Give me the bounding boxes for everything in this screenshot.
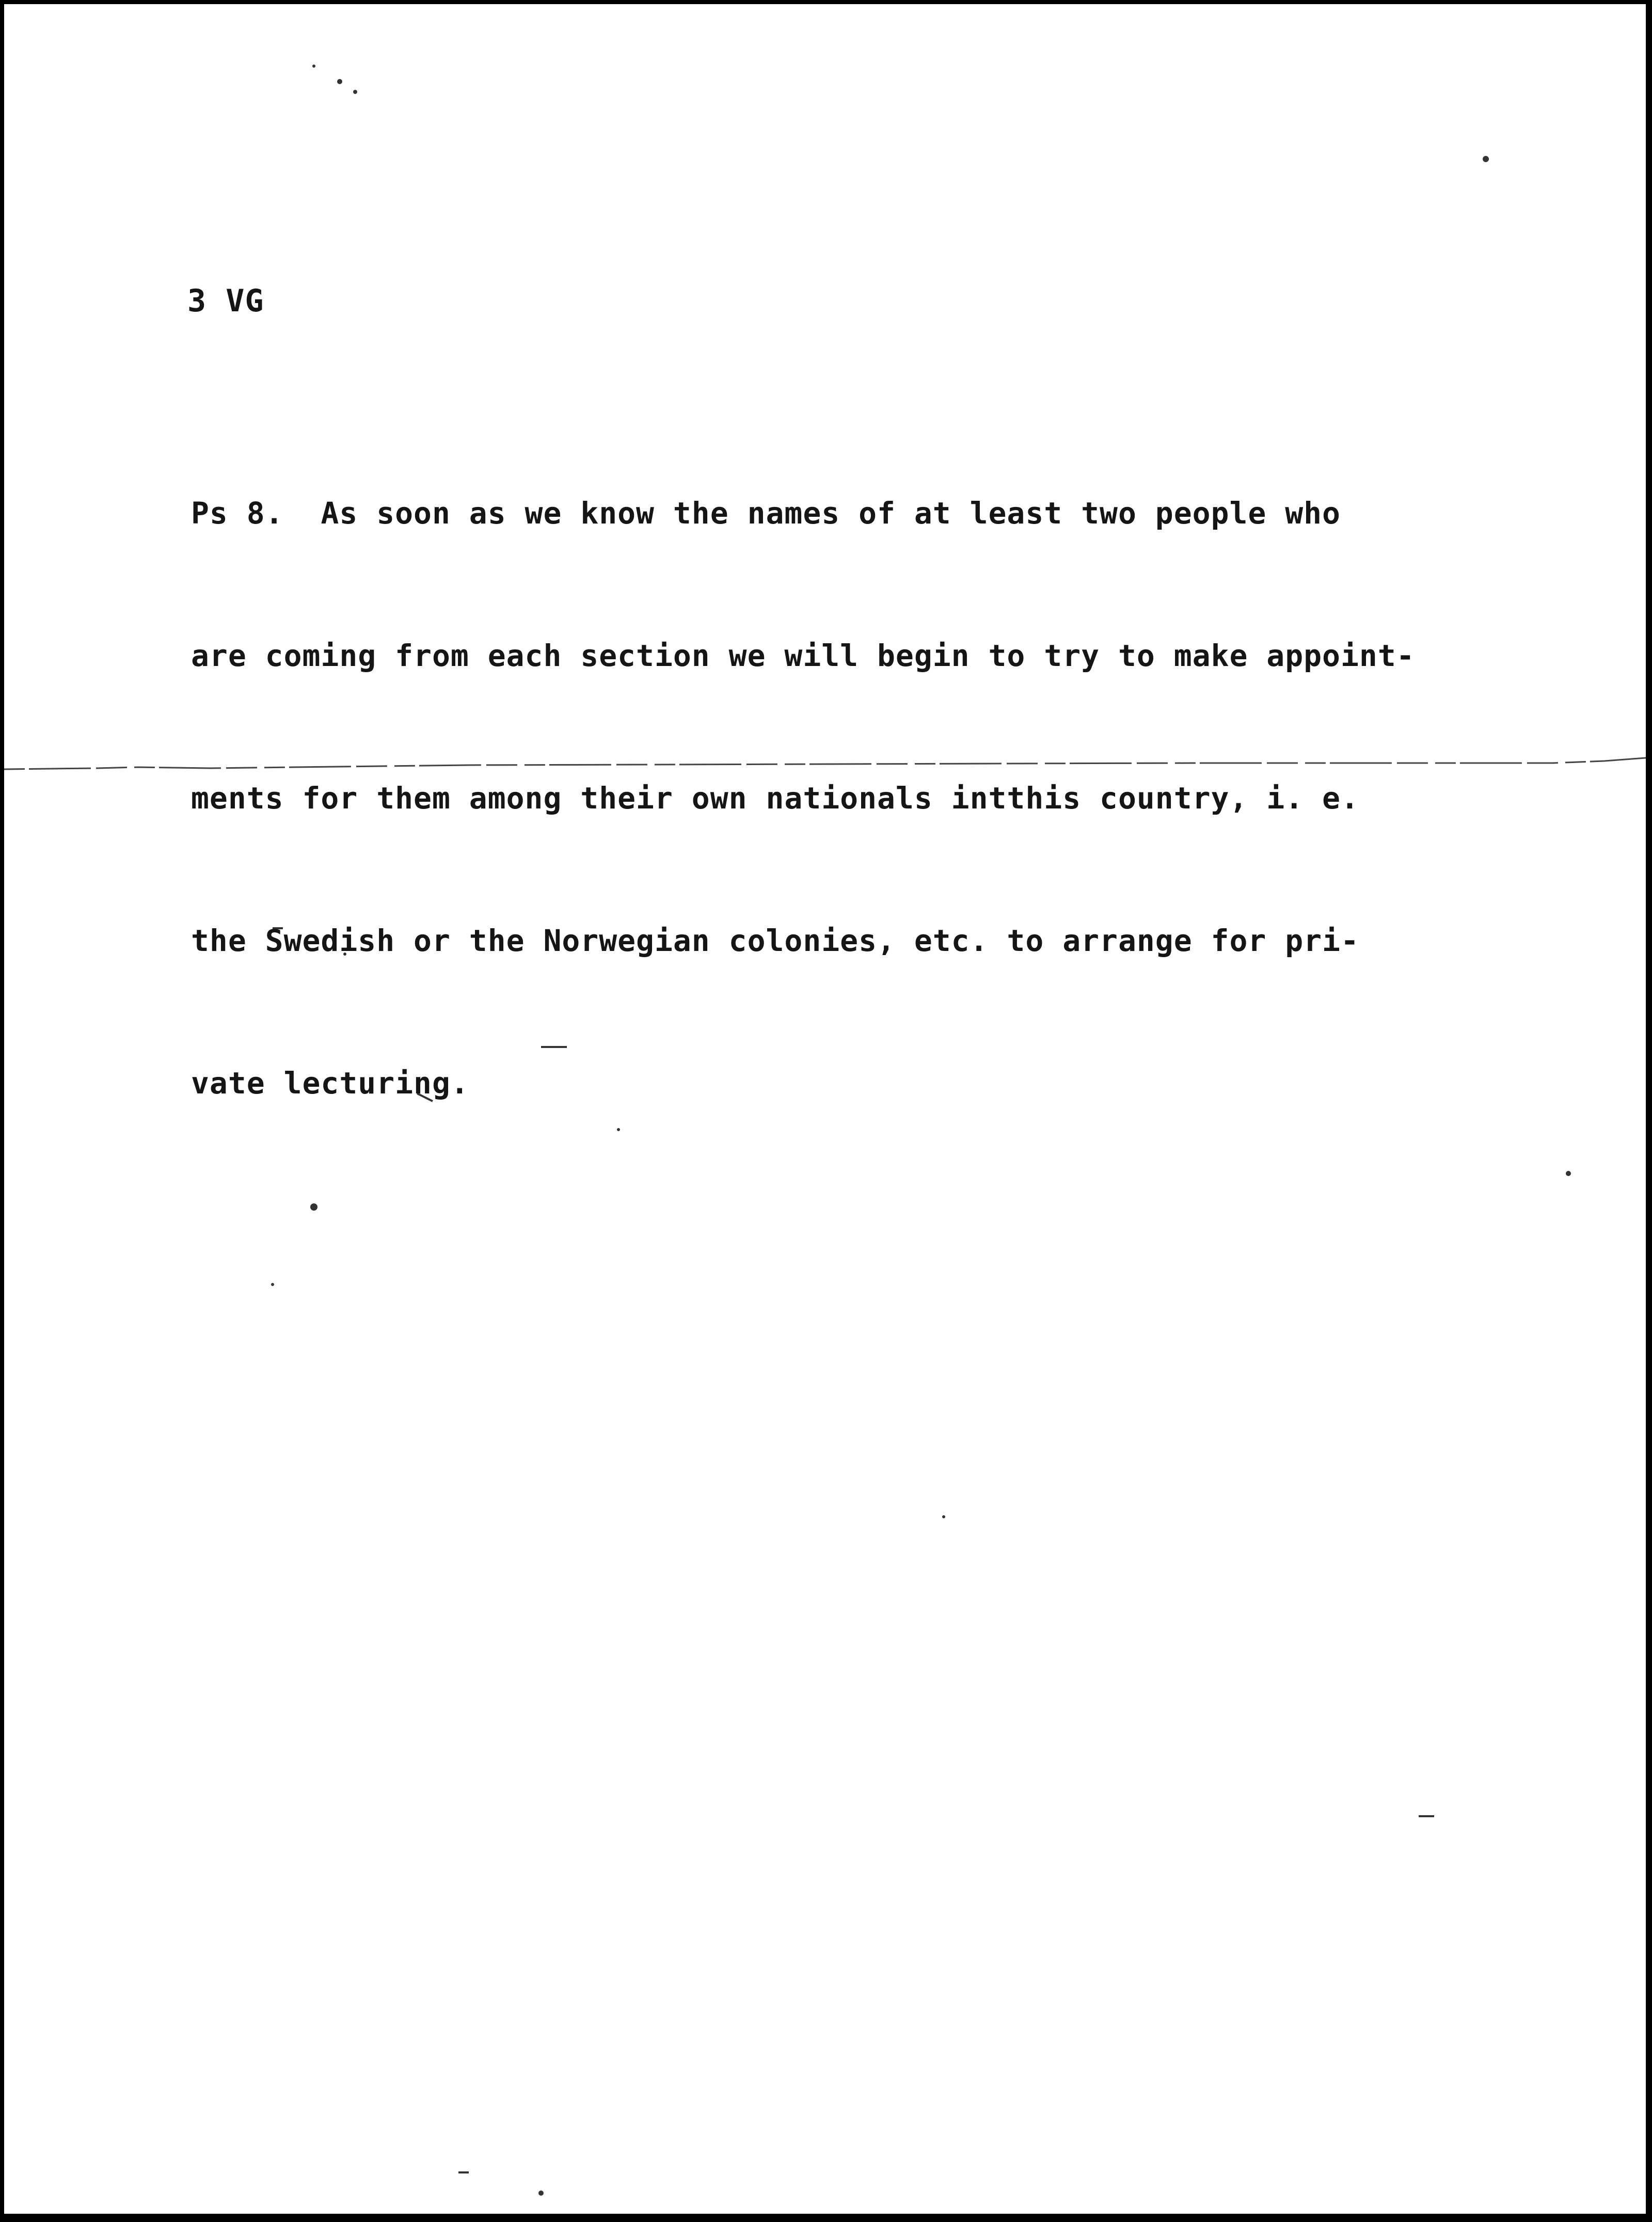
paragraph-line: Ps 8. As soon as we know the names of at least two people who xyxy=(191,496,1341,531)
document-reference: 3 VG xyxy=(187,283,264,319)
paragraph-line: ments for them among their own nationals intthis country, i. e. xyxy=(191,781,1359,816)
paragraph xyxy=(191,407,1415,1189)
paper-fold-line xyxy=(4,757,1646,777)
paragraph-line: vate lecturing. xyxy=(191,1066,469,1101)
paragraph-line: are coming from each section we will begin to try to make appoint- xyxy=(191,638,1415,673)
document-page xyxy=(4,4,1646,2214)
paragraph-line: the Swedish or the Norwegian colonies, etc. to arrange for pri- xyxy=(191,923,1359,958)
